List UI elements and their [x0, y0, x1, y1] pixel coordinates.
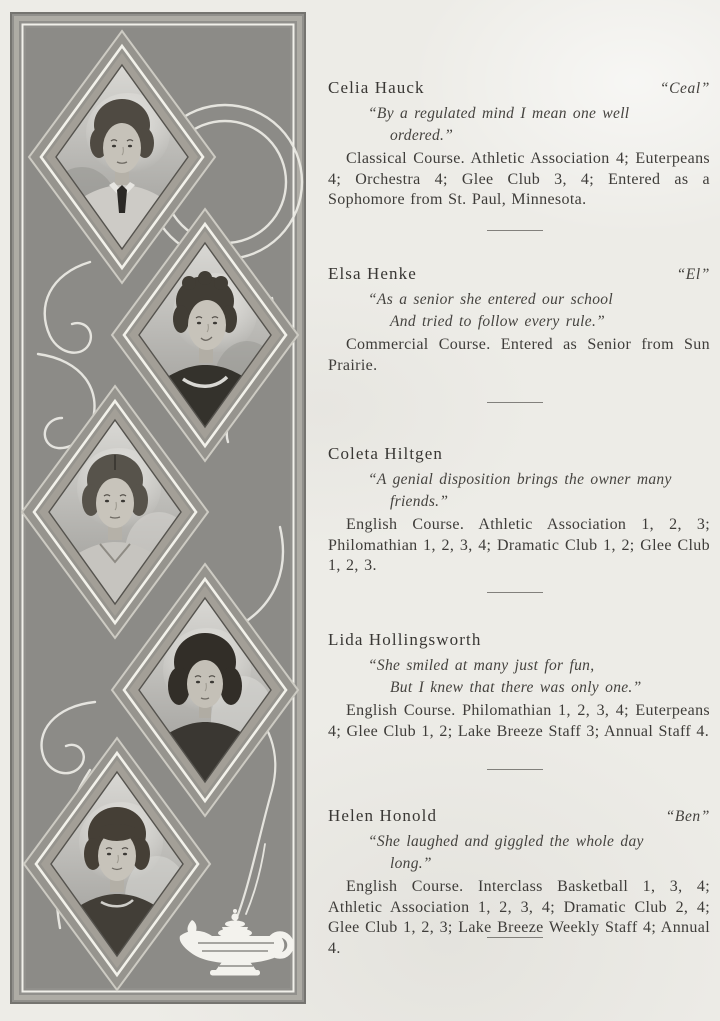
- student-nickname: “Ben”: [665, 808, 710, 825]
- quote-line: But I knew that there was only one.”: [390, 678, 642, 696]
- student-activities: Classical Course. Athletic Association 4; Euterpeans 4; Orchestra 4; Glee Club 3, 4; Entered as a Sophomore from St. Paul, Minnesota.: [328, 150, 710, 208]
- entry-header: [328, 78, 710, 98]
- entry-header: [328, 264, 710, 284]
- student-name: Lida Hollingsworth: [328, 630, 482, 649]
- section-divider: [487, 230, 543, 231]
- quote-line: long.”: [390, 854, 432, 872]
- quote-line: “She laughed and giggled the whole day: [368, 833, 644, 850]
- quote-line: And tried to follow every rule.”: [390, 312, 606, 330]
- entry-header: [328, 806, 710, 826]
- photo-band: [10, 12, 306, 1004]
- quote-line: ordered.”: [390, 126, 454, 144]
- student-entry: [328, 78, 710, 211]
- section-divider: [487, 402, 543, 403]
- quote-line: “As a senior she entered our school: [368, 291, 613, 308]
- student-activities: Commercial Course. Entered as Senior from Sun Prairie.: [328, 336, 710, 374]
- student-quote: [328, 469, 710, 512]
- student-entry: [328, 630, 710, 742]
- section-divider: [487, 769, 543, 770]
- quote-line: “By a regulated mind I mean one well: [368, 105, 630, 122]
- section-divider: [487, 937, 543, 938]
- student-activities: English Course. Interclass Basketball 1, 3, 4; Athletic Association 1, 2, 3, 4; Dramatic Club 2, 4; Glee Club 1, 2, 3; Lake Breeze Weekly Staff 4; Annual 4.: [328, 878, 710, 957]
- section-divider: [487, 592, 543, 593]
- student-quote: [328, 289, 710, 332]
- student-quote: [328, 831, 710, 874]
- student-entry: [328, 444, 710, 577]
- quote-line: “She smiled at many just for fun,: [368, 657, 595, 674]
- student-name: Helen Honold: [328, 806, 438, 825]
- student-quote: [328, 655, 710, 698]
- student-nickname: “El”: [676, 266, 710, 283]
- quote-line: “A genial disposition brings the owner many: [368, 471, 672, 488]
- student-name: Coleta Hiltgen: [328, 444, 444, 463]
- student-nickname: “Ceal”: [659, 80, 710, 97]
- student-name: Celia Hauck: [328, 78, 425, 97]
- quote-line: friends.”: [390, 492, 449, 510]
- entry-header: [328, 444, 710, 464]
- photo-band-graphic: [10, 12, 306, 1004]
- student-activities: English Course. Philomathian 1, 2, 3, 4; Euterpeans 4; Glee Club 1, 2; Lake Breeze Staff 3; Annual Staff 4.: [328, 702, 710, 740]
- text-column: [328, 0, 710, 1021]
- student-name: Elsa Henke: [328, 264, 417, 283]
- student-activities: English Course. Athletic Association 1, 2, 3; Philomathian 1, 2, 3, 4; Dramatic Club 1, 2; Glee Club 1, 2, 3.: [328, 516, 710, 574]
- student-quote: [328, 103, 710, 146]
- entry-header: [328, 630, 710, 650]
- student-entry: [328, 264, 710, 376]
